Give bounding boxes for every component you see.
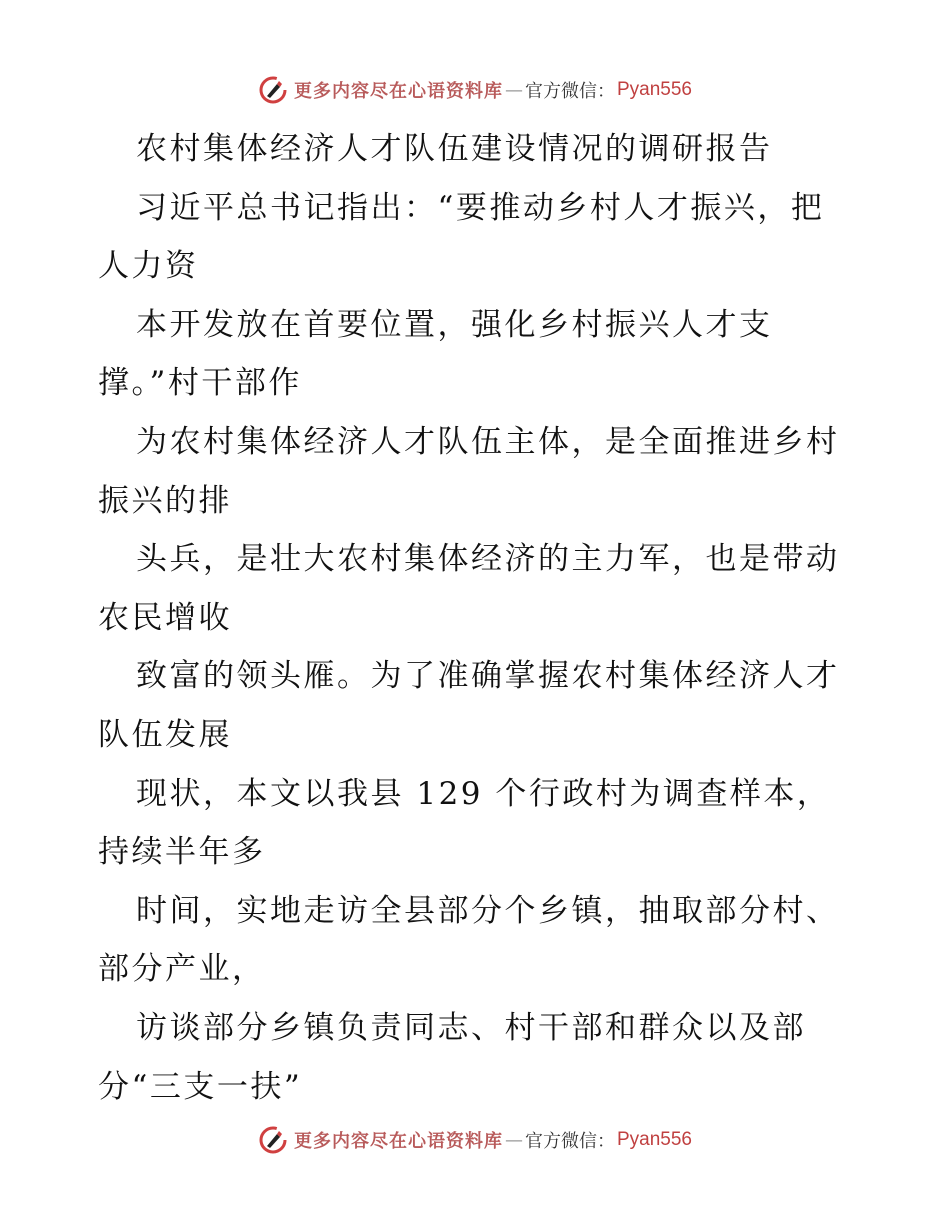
text-line: 农民增收 (98, 599, 232, 636)
text-line: 分“三支一扶” (98, 1068, 303, 1105)
document-body (98, 120, 858, 1116)
banner-wechat-label: 官方微信： (524, 81, 615, 102)
banner-dash: — (504, 79, 523, 101)
text-line: 头兵，是壮大农村集体经济的主力军，也是带动 (136, 541, 840, 578)
text-line: 为农村集体经济人才队伍主体，是全面推进乡村 (136, 423, 840, 460)
text-line: 持续半年多 (98, 834, 266, 871)
text-line: 现状，本文以我县 129 个行政村为调查样本， (136, 775, 831, 812)
banner-account: Pyan556 (616, 1129, 692, 1150)
text-line: 队伍发展 (98, 716, 232, 753)
banner-account: Pyan556 (616, 79, 692, 100)
pen-nib-logo-icon (258, 75, 288, 105)
header-banner (0, 70, 950, 110)
text-line: 本开发放在首要位置，强化乡村振兴人才支 (136, 306, 773, 343)
text-line: 部分产业， (98, 951, 266, 988)
text-line: 致富的领头雁。为了准确掌握农村集体经济人才 (136, 658, 840, 695)
text-line: 人力资 (98, 248, 199, 285)
text-line: 习近平总书记指出：“要推动乡村人才振兴，把 (136, 189, 825, 226)
text-line: 访谈部分乡镇负责同志、村干部和群众以及部 (136, 1009, 806, 1046)
footer-banner (0, 1120, 950, 1160)
banner-brand-text: 更多内容尽在心语资料库 (293, 1131, 503, 1152)
text-line: 振兴的排 (98, 482, 232, 519)
pen-nib-logo-icon (258, 1125, 288, 1155)
banner-brand-text: 更多内容尽在心语资料库 (293, 81, 503, 102)
banner-dash: — (504, 1129, 523, 1151)
text-line: 撑。”村干部作 (98, 365, 302, 402)
document-title: 农村集体经济人才队伍建设情况的调研报告 (136, 131, 773, 167)
banner-wechat-label: 官方微信： (524, 1131, 615, 1152)
text-line: 时间，实地走访全县部分个乡镇，抽取部分村、 (136, 892, 840, 929)
